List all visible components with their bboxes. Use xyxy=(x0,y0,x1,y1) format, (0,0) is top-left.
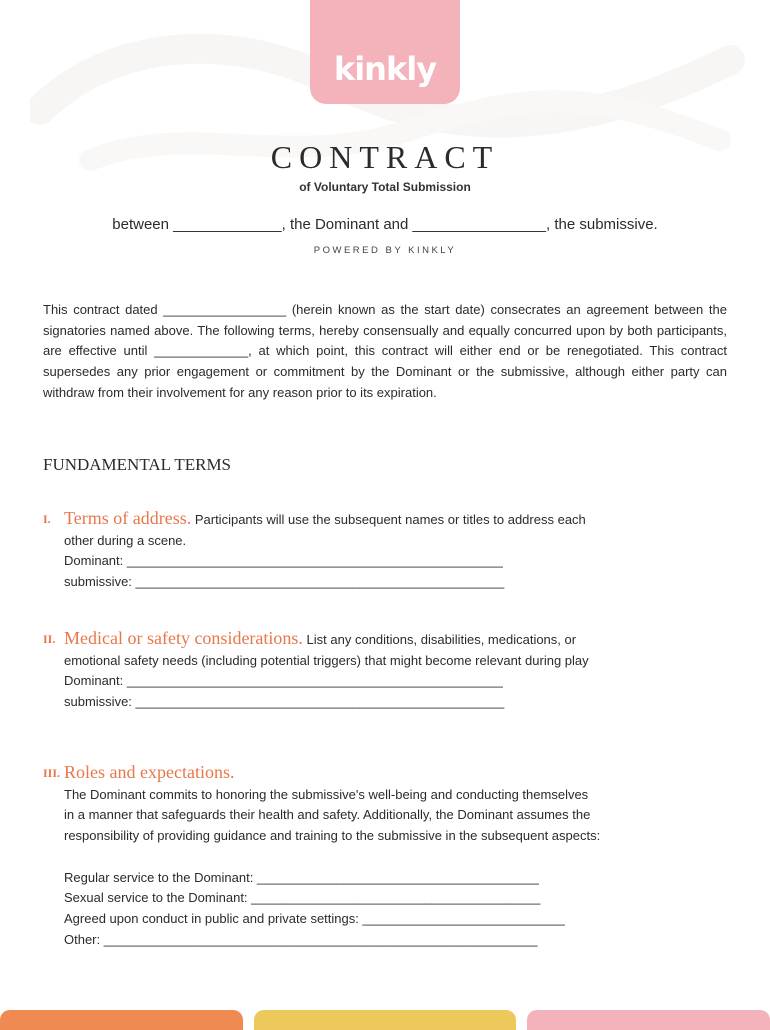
parties-line: between _____________, the Dominant and ________________, the submissive. xyxy=(112,216,658,233)
regular-service-blank: Regular service to the Dominant: _______________________________________ xyxy=(64,869,539,885)
term-text: other during a scene. xyxy=(64,532,187,548)
term-text: emotional safety needs (including potential triggers) that might become relevant during play xyxy=(64,652,589,668)
term-text: in a manner that safeguards their health and safety. Additionally, the Dominant assumes the xyxy=(64,807,591,823)
sexual-service-blank: Sexual service to the Dominant: ________________________________________ xyxy=(64,890,541,906)
term-text: The Dominant commits to honoring the submissive's well-being and conducting themselves xyxy=(64,786,589,802)
page-subtitle: of Voluntary Total Submission xyxy=(299,180,471,194)
dominant-blank: Dominant: ____________________________________________________ xyxy=(64,553,503,569)
term-first-line xyxy=(64,628,733,651)
footer-bar-pink xyxy=(527,1010,770,1030)
submissive-blank: submissive: ___________________________________________________ xyxy=(64,574,505,590)
spacer xyxy=(64,847,733,868)
term-title: Medical or safety considerations. xyxy=(64,628,303,648)
term-title-line xyxy=(64,762,733,785)
term-number: III. xyxy=(43,766,61,780)
page-title: CONTRACT xyxy=(270,139,500,175)
intro-paragraph: This contract dated _________________ (herein known as the start date) consecrates an agreement between the signatories named above. The following terms, hereby consensually and equally concurred upon by both participants, are effective until _____________, at which point, this contract will either end or be renegotiated. This contract supersedes any prior engagement or commitment by the Dominant or the submissive, although either party can withdraw from their involvement for any reason prior to its expiration. xyxy=(43,302,727,400)
logo-text: kinkly xyxy=(333,50,437,88)
term-text: Participants will use the subsequent names or titles to address each xyxy=(194,512,586,527)
conduct-blank: Agreed upon conduct in public and private settings: ____________________________ xyxy=(64,910,565,926)
kinkly-logo xyxy=(310,0,460,104)
term-number: II. xyxy=(43,632,56,646)
submissive-blank: submissive: ___________________________________________________ xyxy=(64,694,505,710)
term-first-line xyxy=(64,508,733,531)
dominant-blank: Dominant: ____________________________________________________ xyxy=(64,673,503,689)
powered-by: POWERED BY KINKLY xyxy=(313,245,457,256)
term-text: responsibility of providing guidance and training to the submissive in the subsequent aspects: xyxy=(64,828,601,844)
footer-bar-yellow xyxy=(254,1010,516,1030)
term-text: List any conditions, disabilities, medications, or xyxy=(306,632,577,647)
term-title: Terms of address. xyxy=(64,508,192,528)
footer-bar-orange xyxy=(0,1010,243,1030)
term-title: Roles and expectations. xyxy=(64,762,235,782)
term-number: I. xyxy=(43,512,51,526)
section-heading-fundamental-terms: FUNDAMENTAL TERMS xyxy=(43,455,232,474)
other-blank: Other: ____________________________________________________________ xyxy=(64,931,538,947)
